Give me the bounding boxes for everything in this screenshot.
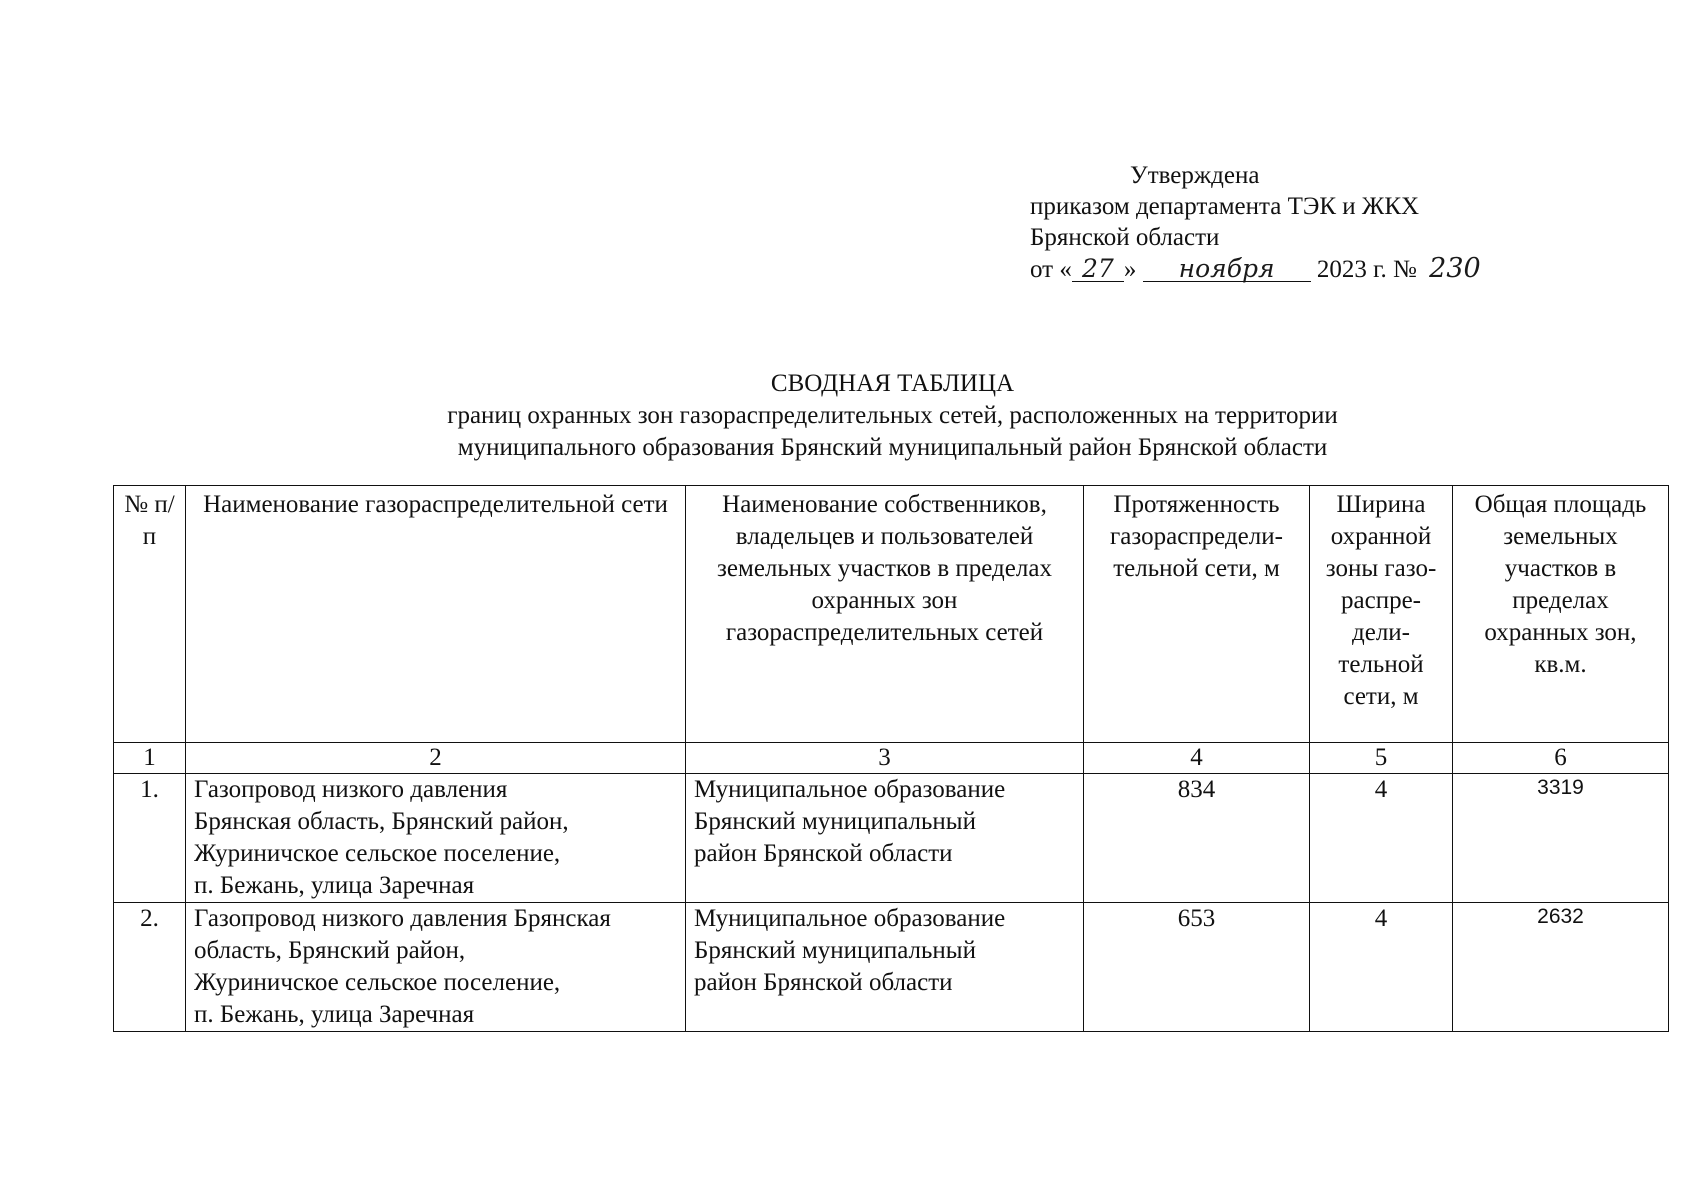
column-number: 1 (114, 743, 186, 774)
column-number: 5 (1310, 743, 1453, 774)
header-zone-width: Ширина охранной зоны газо-распре-дели-тельной сети, м (1310, 486, 1453, 743)
approval-title: Утверждена (1130, 162, 1260, 189)
header-number: № п/п (114, 486, 186, 743)
document-heading: СВОДНАЯ ТАБЛИЦА (770, 370, 1015, 397)
date-year: 2023 г. (1316, 256, 1387, 283)
header-total-area: Общая площадь земельных участков в пределах охранных зон, кв.м. (1453, 486, 1669, 743)
owner-line: Брянский муниципальный (694, 937, 976, 964)
network-name-line: п. Бежань, улица Заречная (194, 872, 475, 899)
number-sign: № (1393, 256, 1417, 283)
network-name-line: Брянская область, Брянский район, (194, 808, 569, 835)
network-name-line: Журиничское сельское поселение, (194, 840, 561, 867)
owner-line: район Брянской области (694, 969, 953, 996)
network-name-line: Журиничское сельское поселение, (194, 969, 561, 996)
length-cell: 653 (1084, 903, 1310, 1032)
owner-cell (686, 903, 1084, 1032)
network-name-line: область, Брянский район, (194, 937, 466, 964)
total-area-cell: 3319 (1453, 774, 1669, 903)
owner-cell (686, 774, 1084, 903)
column-number: 6 (1453, 743, 1669, 774)
owner-line: район Брянской области (694, 840, 953, 867)
approval-date-line (1030, 253, 1590, 285)
document-number-handwritten: 230 (1429, 253, 1481, 284)
zone-width-cell: 4 (1310, 903, 1453, 1032)
date-quote-close: » (1123, 256, 1137, 283)
network-name-line: п. Бежань, улица Заречная (194, 1001, 475, 1028)
row-number: 1. (114, 774, 186, 903)
table-row (114, 903, 1669, 1032)
column-number: 4 (1084, 743, 1310, 774)
row-number: 2. (114, 903, 186, 1032)
network-name-cell (186, 903, 686, 1032)
network-name-cell (186, 774, 686, 903)
document-title-block (115, 368, 1670, 464)
column-number: 2 (186, 743, 686, 774)
table-row (114, 774, 1669, 903)
approval-order-line: приказом департамента ТЭК и ЖКХ (1030, 193, 1420, 220)
document-subtitle-line-2: муниципального образования Брянский муниципальный район Брянской области (457, 434, 1328, 461)
zone-width-cell: 4 (1310, 774, 1453, 903)
network-name-line: Газопровод низкого давления (194, 776, 508, 803)
column-number-row (114, 743, 1669, 774)
column-number: 3 (686, 743, 1084, 774)
approval-block (1030, 160, 1590, 285)
date-month-handwritten: ноября (1143, 257, 1311, 282)
summary-table (113, 485, 1669, 1032)
date-day-handwritten: 27 (1072, 257, 1124, 282)
total-area-cell: 2632 (1453, 903, 1669, 1032)
header-length: Протяженность газораспредели-тельной сети, м (1084, 486, 1310, 743)
owner-line: Муниципальное образование (694, 776, 1006, 803)
date-prefix: от « (1030, 256, 1072, 283)
header-network-name: Наименование газораспределительной сети (186, 486, 686, 743)
owner-line: Брянский муниципальный (694, 808, 976, 835)
length-cell: 834 (1084, 774, 1310, 903)
table-header-row (114, 486, 1669, 743)
document-subtitle-line-1: границ охранных зон газораспределительных сетей, расположенных на территории (447, 402, 1338, 429)
network-name-line: Газопровод низкого давления Брянская (194, 905, 611, 932)
approval-region-line: Брянской области (1030, 224, 1220, 251)
header-owners: Наименование собственников, владельцев и пользователей земельных участков в пределах охранных зон газораспределительных сетей (686, 486, 1084, 743)
owner-line: Муниципальное образование (694, 905, 1006, 932)
